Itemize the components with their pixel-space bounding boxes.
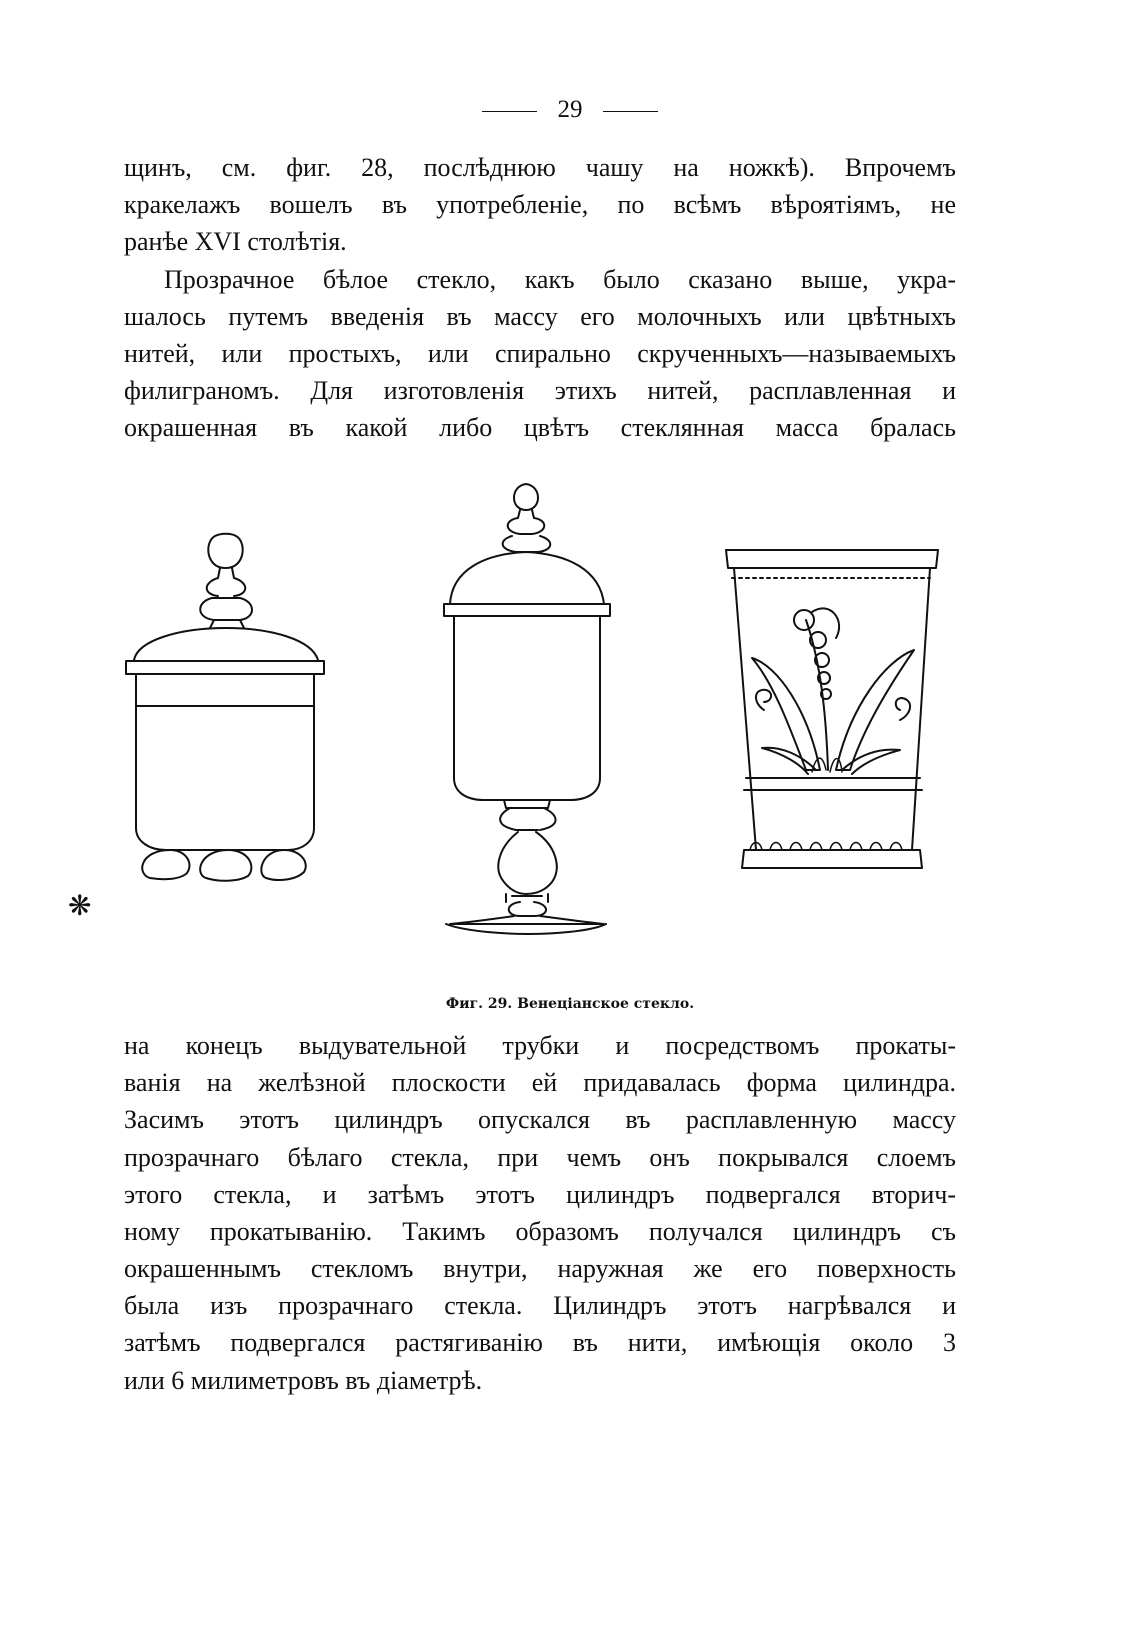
floral-ornament-icon: ❋	[68, 891, 92, 922]
text-block-top	[124, 149, 956, 446]
text-block-bottom	[124, 1027, 956, 1399]
text-line: шалось путемъ введенія въ массу его молочныхъ или цвѣтныхъ	[124, 301, 956, 331]
text-line: Засимъ этотъ цилиндръ опускался въ расплавленную массу	[124, 1105, 956, 1135]
header-rule-right	[603, 111, 658, 112]
text-line: затѣмъ подвергался растягиванію въ нити, имѣющія около 3	[124, 1328, 956, 1358]
text-line: окрашенная въ какой либо цвѣтъ стеклянная масса бралась	[124, 413, 956, 443]
text-line: ному прокатыванію. Такимъ образомъ получался цилиндръ съ	[124, 1216, 956, 1246]
text-line: или 6 милиметровъ въ діаметрѣ.	[124, 1365, 483, 1395]
text-line: ванія на желѣзной плоскости ей придавалась форма цилиндра.	[124, 1068, 956, 1098]
figure-venetian-glass	[0, 470, 1140, 960]
text-line: филиграномъ. Для изготовленія этихъ нитей, расплавленная и	[124, 376, 956, 406]
header-rule-left	[482, 111, 537, 112]
text-line: была изъ прозрачнаго стекла. Цилиндръ этотъ нагрѣвался и	[124, 1291, 956, 1321]
text-line: кракелажъ вошелъ въ употребленіе, по всѣмъ вѣроятіямъ, не	[124, 190, 956, 220]
text-line: Прозрачное бѣлое стекло, какъ было сказано выше, укра-	[164, 264, 956, 294]
covered-goblet-illustration	[444, 484, 610, 934]
text-line: этого стекла, и затѣмъ этотъ цилиндръ подвергался вторич-	[124, 1179, 956, 1209]
text-line: нитей, или простыхъ, или спирально скрученныхъ—называемыхъ	[124, 338, 956, 368]
text-line: прозрачнаго бѣлаго стекла, при чемъ онъ покрывался слоемъ	[124, 1142, 956, 1172]
text-line: на конецъ выдувательной трубки и посредствомъ прокаты-	[124, 1031, 956, 1060]
page-number-header	[0, 96, 1140, 124]
covered-jar-illustration	[126, 534, 324, 881]
text-line: ранѣе XVI столѣтія.	[124, 227, 347, 257]
text-line: щинъ, см. фиг. 28, послѣднюю чашу на ножкѣ). Впрочемъ	[124, 153, 956, 182]
page-number: 29	[557, 96, 583, 123]
decorated-beaker-illustration	[726, 550, 938, 868]
figure-caption: Фиг. 29. Венеціанское стекло.	[445, 996, 695, 1012]
text-line: окрашеннымъ стекломъ внутри, наружная же его поверхность	[124, 1254, 956, 1284]
